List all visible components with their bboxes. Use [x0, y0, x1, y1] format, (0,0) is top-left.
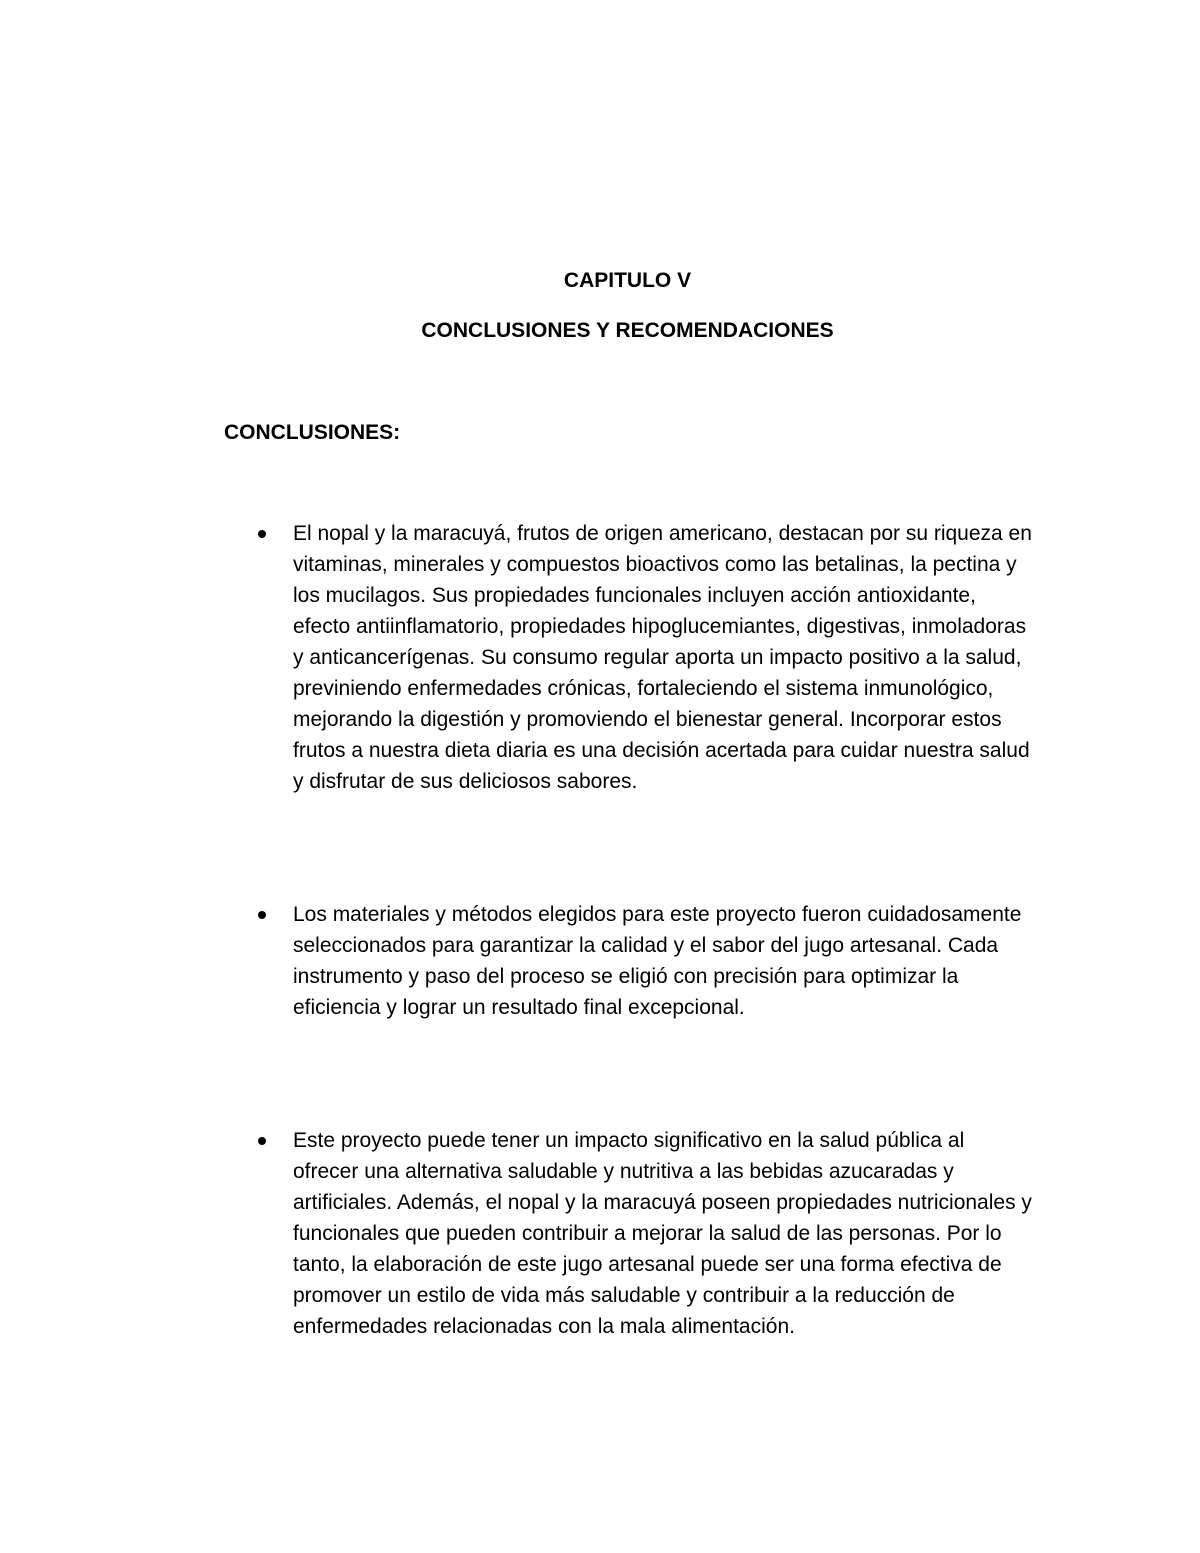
conclusion-text: Este proyecto puede tener un impacto significativo en la salud pública al ofrecer una alternativa saludable y nutritiva a las bebidas azucaradas y artificiales. Además, el nopal y la maracuyá poseen propiedades nutricionales y funcionales que pueden contribuir a mejorar la salud de las personas. Por lo tanto, la elaboración de este jugo artesanal puede ser una forma efectiva de promover un estilo de vida más saludable y contribuir a la reducción de enfermedades relacionadas con la mala alimentación.: [293, 1129, 1032, 1338]
section-title: CONCLUSIONES Y RECOMENDACIONES: [421, 319, 834, 342]
bullet-icon: [258, 530, 266, 538]
chapter-title: CAPITULO V: [563, 269, 692, 292]
bullet-icon: [258, 1137, 266, 1145]
conclusions-heading: CONCLUSIONES:: [224, 421, 401, 444]
conclusion-text: El nopal y la maracuyá, frutos de origen americano, destacan por su riqueza en vitaminas, minerales y compuestos bioactivos como las betalinas, la pectina y los mucilagos. Sus propiedades funcionales incluyen acción antioxidante, efecto antiinflamatorio, propiedades hipoglucemiantes, digestivas, inmoladoras y anticancerígenas. Su consumo regular aporta un impacto positivo a la salud, previniendo enfermedades crónicas, fortaleciendo el sistema inmunológico, mejorando la digestión y promoviendo el bienestar general. Incorporar estos frutos a nuestra dieta diaria es una decisión acertada para cuidar nuestra salud y disfrutar de sus deliciosos sabores.: [293, 522, 1032, 793]
bullet-icon: [258, 911, 266, 919]
conclusion-text: Los materiales y métodos elegidos para este proyecto fueron cuidadosamente seleccionados para garantizar la calidad y el sabor del jugo artesanal. Cada instrumento y paso del proceso se eligió con precisión para optimizar la eficiencia y lograr un resultado final excepcional.: [293, 903, 1022, 1019]
